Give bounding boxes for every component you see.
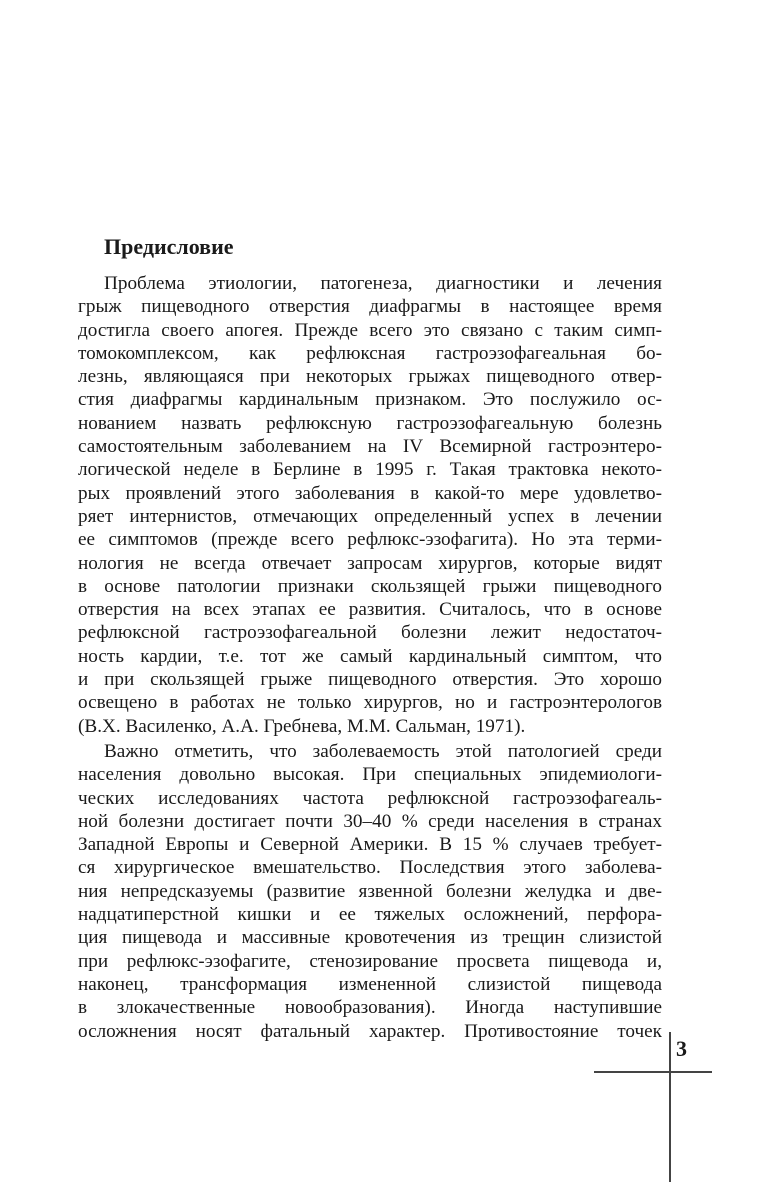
text-line: нованием назвать рефлюксную гастроэзофагеальную болезнь bbox=[78, 412, 662, 434]
text-line: томокомплексом, как рефлюксная гастроэзофагеальная бо- bbox=[78, 342, 662, 364]
text-line: в основе патологии признаки скользящей грыжи пищеводного bbox=[78, 575, 662, 597]
text-line: ческих исследованиях частота рефлюксной гастроэзофагеаль- bbox=[78, 787, 662, 809]
text-line: при рефлюкс-эзофагите, стенозирование просвета пищевода и, bbox=[78, 950, 662, 972]
text-line: ность кардии, т.е. тот же самый кардинальный симптом, что bbox=[78, 645, 662, 667]
text-line: грыж пищеводного отверстия диафрагмы в настоящее время bbox=[78, 296, 662, 318]
text-line: самостоятельным заболеванием на IV Всемирной гастроэнтеро- bbox=[78, 436, 662, 458]
text-line: ной болезни достигает почти 30–40 % среди населения в странах bbox=[78, 810, 662, 832]
text-line: населения довольно высокая. При специальных эпидемиологи- bbox=[78, 764, 662, 786]
text-line: осложнения носят фатальный характер. Противостояние точек bbox=[78, 1020, 662, 1042]
page-number: 3 bbox=[676, 1036, 687, 1061]
text-line: в злокачественные новообразования). Иногда наступившие bbox=[78, 997, 662, 1019]
text-line: логической неделе в Берлине в 1995 г. Такая трактовка некото- bbox=[78, 459, 662, 481]
text-line: ния непредсказуемы (развитие язвенной болезни желудка и две- bbox=[78, 880, 662, 902]
text-line: надцатиперстной кишки и ее тяжелых осложнений, перфора- bbox=[78, 904, 662, 926]
body-text bbox=[78, 272, 662, 1043]
paragraph bbox=[78, 740, 662, 1043]
text-line: ряет интернистов, отмечающих определенный успех в лечении bbox=[78, 505, 662, 527]
text-line: (В.Х. Василенко, А.А. Гребнева, М.М. Сальман, 1971). bbox=[78, 715, 526, 737]
text-line: рых проявлений этого заболевания в какой-то мере удовлетво- bbox=[78, 482, 662, 504]
text-line: Западной Европы и Северной Америки. В 15 % случаев требует- bbox=[78, 834, 662, 856]
text-line: Важно отметить, что заболеваемость этой патологией среди bbox=[104, 740, 662, 762]
page-corner-rule-horizontal bbox=[594, 1071, 712, 1073]
text-line: стия диафрагмы кардинальным признаком. Это послужило ос- bbox=[78, 389, 662, 411]
text-line: ее симптомов (прежде всего рефлюкс-эзофагита). Но эта терми- bbox=[78, 529, 662, 551]
text-line: освещено в работах не только хирургов, но и гастроэнтерологов bbox=[78, 692, 662, 714]
text-line: ся хирургическое вмешательство. Последствия этого заболева- bbox=[78, 857, 662, 879]
text-line: и при скользящей грыже пищеводного отверстия. Это хорошо bbox=[78, 669, 662, 691]
text-line: достигла своего апогея. Прежде всего это связано с таким симп- bbox=[78, 319, 662, 341]
text-line: отверстия на всех этапах ее развития. Считалось, что в основе bbox=[78, 599, 662, 621]
page-content bbox=[78, 232, 662, 1043]
text-line: рефлюксной гастроэзофагеальной болезни лежит недостаточ- bbox=[78, 622, 662, 644]
text-line: лезнь, являющаяся при некоторых грыжах пищеводного отвер- bbox=[78, 366, 662, 388]
text-line: ция пищевода и массивные кровотечения из трещин слизистой bbox=[78, 927, 662, 949]
text-line: Проблема этиологии, патогенеза, диагностики и лечения bbox=[104, 273, 662, 294]
text-line: наконец, трансформация измененной слизистой пищевода bbox=[78, 973, 662, 995]
section-heading: Предисловие bbox=[104, 234, 234, 259]
page-corner-rule-vertical bbox=[669, 1032, 671, 1182]
text-line: нология не всегда отвечает запросам хирургов, которые видят bbox=[78, 552, 662, 574]
paragraph bbox=[78, 272, 662, 738]
